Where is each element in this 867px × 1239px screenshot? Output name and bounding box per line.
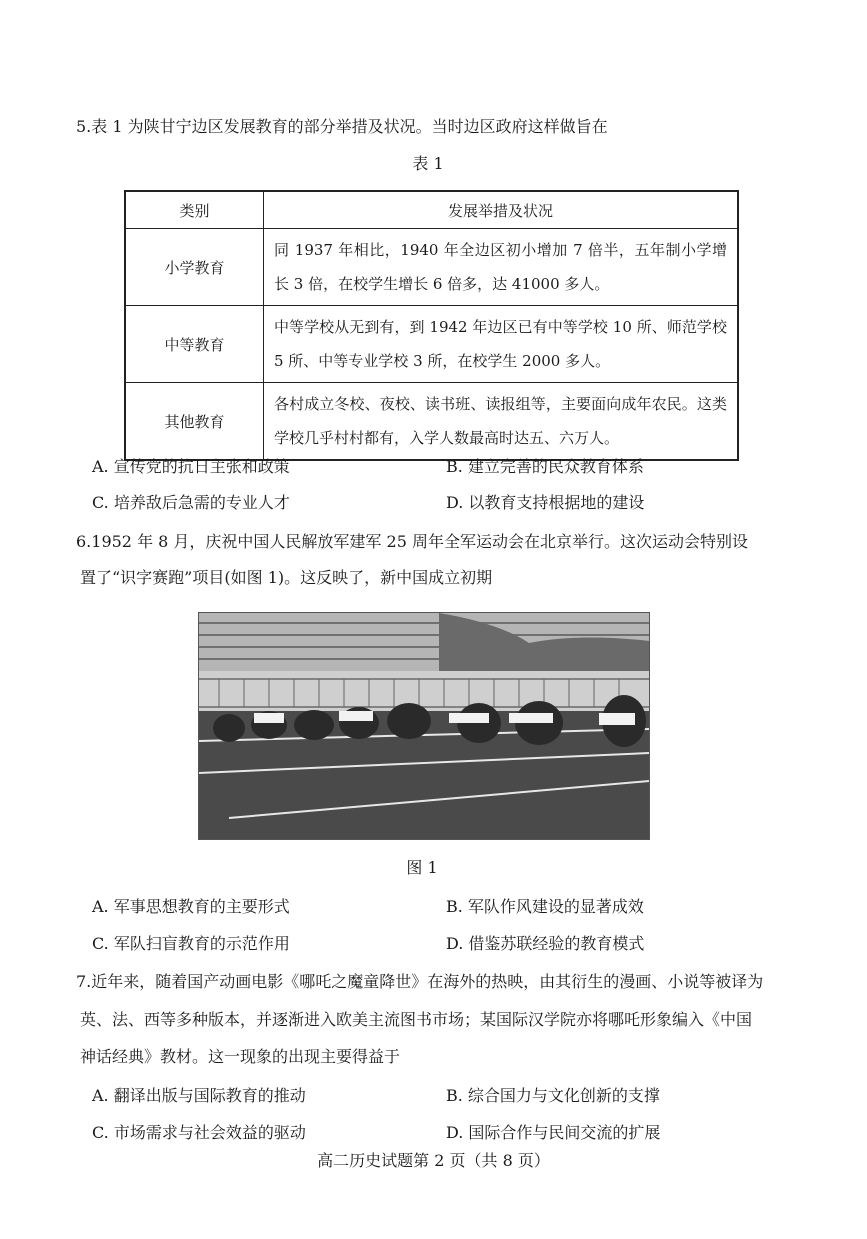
q6-option-c[interactable]: C. 军队扫盲教育的示范作用	[92, 934, 290, 953]
page-footer: 高二历史试题第 2 页（共 8 页）	[317, 1151, 550, 1170]
q7-option-c[interactable]: C. 市场需求与社会效益的驱动	[92, 1123, 306, 1142]
q7-stem-line3: 神话经典》教材。这一现象的出现主要得益于	[80, 1047, 401, 1066]
table-caption: 表 1	[412, 154, 444, 173]
q7-option-a[interactable]: A. 翻译出版与国际教育的推动	[92, 1086, 306, 1105]
q6-option-a[interactable]: A. 军事思想教育的主要形式	[92, 897, 290, 916]
q5-option-d[interactable]: D. 以教育支持根据地的建设	[446, 493, 645, 512]
table-row	[125, 306, 738, 383]
table-row	[125, 229, 738, 306]
table-cell-content: 同 1937 年相比，1940 年全边区初小增加 7 倍半，五年制小学增长 3 倍，在校学生增长 6 倍多，达 41000 多人。	[264, 229, 739, 306]
q7-option-d[interactable]: D. 国际合作与民间交流的扩展	[446, 1123, 661, 1142]
q7-stem-line2: 英、法、西等多种版本，并逐渐进入欧美主流图书市场；某国际汉学院亦将哪吒形象编入《中国	[80, 1010, 753, 1029]
q6-option-b[interactable]: B. 军队作风建设的显著成效	[446, 897, 644, 916]
table-header-content: 发展举措及状况	[264, 191, 739, 229]
q5-option-c[interactable]: C. 培养敌后急需的专业人才	[92, 493, 290, 512]
table-cell-category: 小学教育	[125, 229, 264, 306]
q7-stem-line1: 7.近年来，随着国产动画电影《哪吒之魔童降世》在海外的热映，由其衍生的漫画、小说等被译为	[76, 972, 764, 991]
q6-stem-line1: 6.1952 年 8 月，庆祝中国人民解放军建军 25 周年全军运动会在北京举行。这次运动会特别设	[76, 532, 748, 551]
table-cell-category: 其他教育	[125, 383, 264, 461]
q5-option-a[interactable]: A. 宣传党的抗日主张和政策	[92, 457, 290, 476]
literacy-race-photo	[199, 613, 649, 839]
q5-option-b[interactable]: B. 建立完善的民众教育体系	[446, 457, 644, 476]
table-cell-content: 各村成立冬校、夜校、读书班、读报组等，主要面向成年农民。这类学校几乎村村都有，入学人数最高时达五、六万人。	[264, 383, 739, 461]
q7-option-b[interactable]: B. 综合国力与文化创新的支撑	[446, 1086, 660, 1105]
q6-stem-line2: 置了“识字赛跑”项目(如图 1)。这反映了，新中国成立初期	[80, 568, 493, 587]
table-row	[125, 383, 738, 461]
table-cell-category: 中等教育	[125, 306, 264, 383]
q6-option-d[interactable]: D. 借鉴苏联经验的教育模式	[446, 934, 645, 953]
table-header-category: 类别	[125, 191, 264, 229]
table-cell-content: 中等学校从无到有，到 1942 年边区已有中等学校 10 所、师范学校 5 所、中等专业学校 3 所，在校学生 2000 多人。	[264, 306, 739, 383]
q5-stem: 5.表 1 为陕甘宁边区发展教育的部分举措及状况。当时边区政府这样做旨在	[76, 117, 608, 136]
figure-caption: 图 1	[406, 858, 438, 877]
table-header-row	[125, 191, 738, 229]
q5-table	[124, 190, 739, 461]
q6-photo	[198, 612, 650, 840]
